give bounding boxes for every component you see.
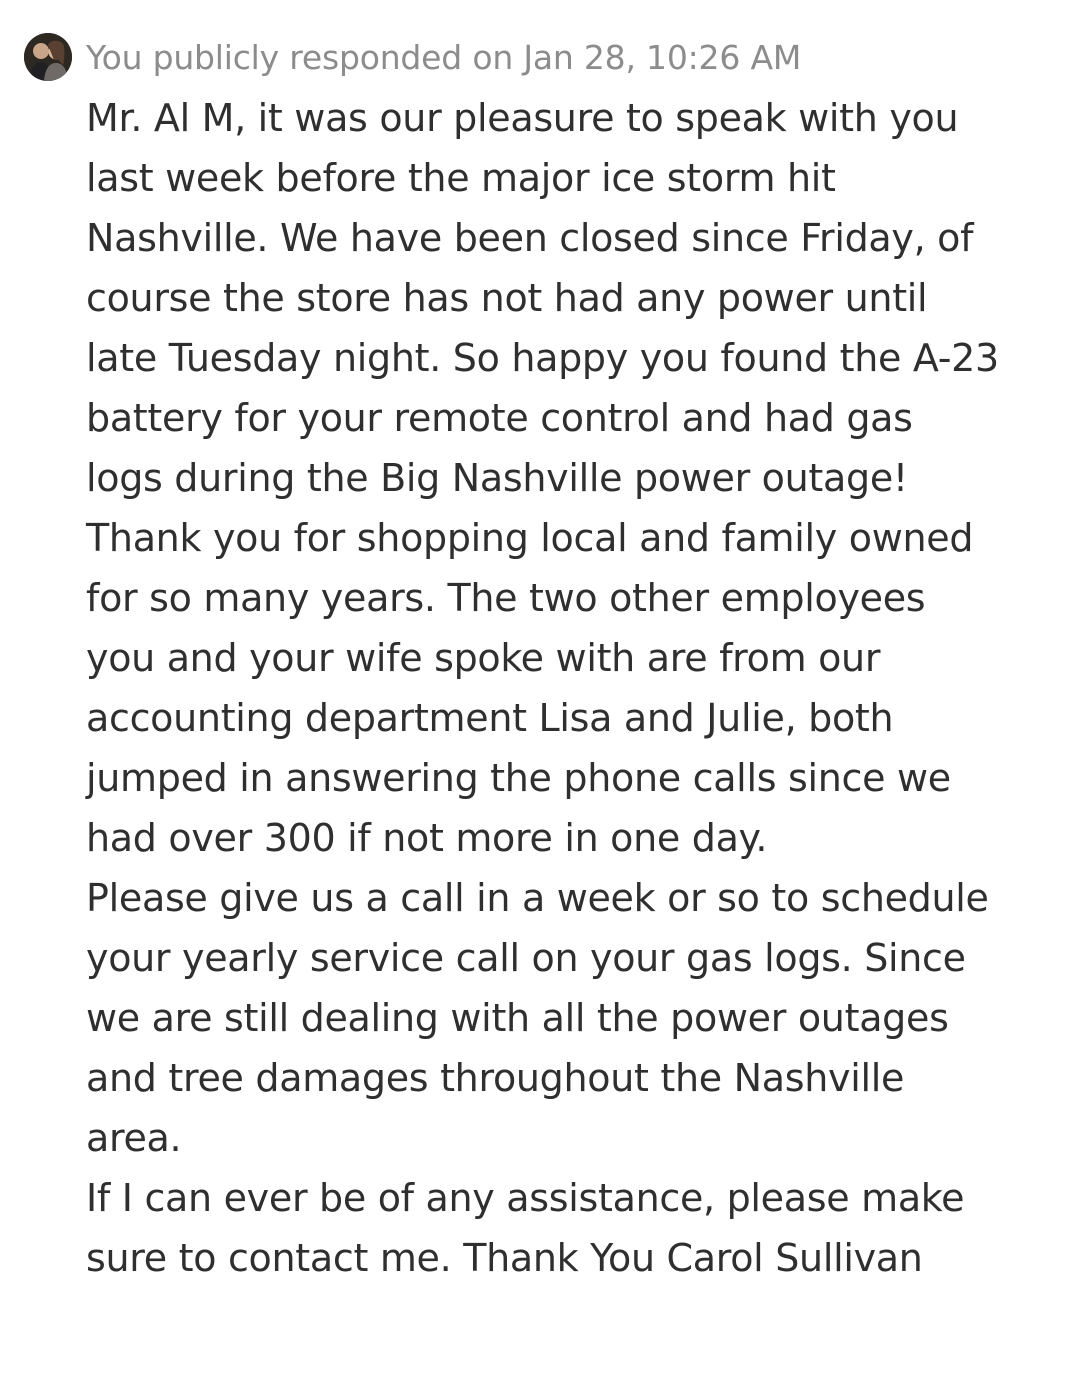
owner-response	[24, 32, 1074, 1288]
message-paragraph: If I can ever be of any assistance, please make sure to contact me. Thank You Carol Sullivan	[86, 1176, 965, 1280]
response-timestamp: You publicly responded on Jan 28, 10:26 AM	[86, 37, 802, 77]
response-message	[86, 88, 1046, 1288]
avatar[interactable]	[24, 33, 72, 81]
avatar-photo-icon	[24, 33, 72, 81]
message-paragraph: Please give us a call in a week or so to schedule your yearly service call on your gas logs. Since we are still dealing with all the power outages and tree damages throughout the Nashville area.	[86, 876, 989, 1160]
response-header	[24, 32, 1074, 82]
message-paragraph: Mr. Al M, it was our pleasure to speak with you last week before the major ice storm hit Nashville. We have been closed since Friday, of course the store has not had any power until late Tuesday night. So happy you found the A-23 battery for your remote control and had gas logs during the Big Nashville power outage! Thank you for shopping local and family owned for so many years. The two other employees you and your wife spoke with are from our accounting department Lisa and Julie, both jumped in answering the phone calls since we had over 300 if not more in one day.	[86, 96, 999, 860]
